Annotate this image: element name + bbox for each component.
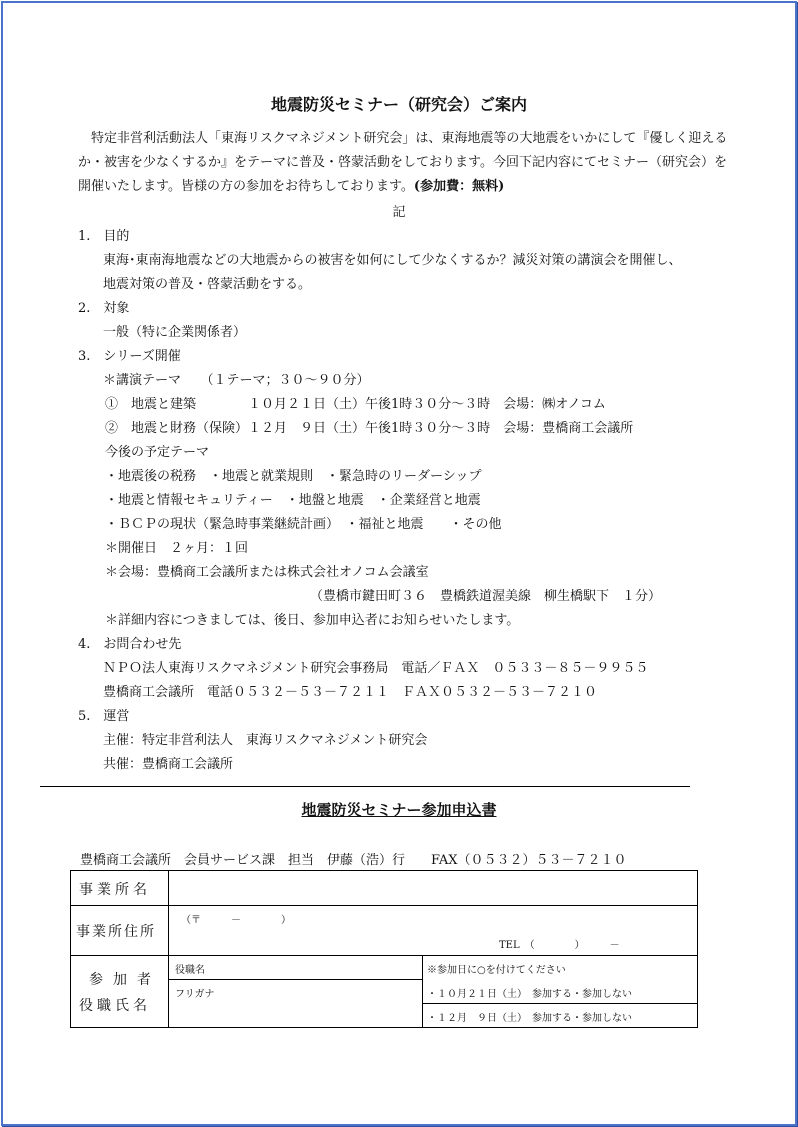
- attend-option-oct[interactable]: ・１０月２１日（土） 参加する・参加しない: [427, 989, 632, 1000]
- section-4-heading: 4. お問合わせ先: [78, 637, 182, 652]
- attend-instruction: ※参加日に○を付けてください: [427, 965, 566, 976]
- application-form-table: [70, 870, 698, 1028]
- lecture-theme: ＊講演テーマ （１テーマ；３０～９０分）: [103, 373, 370, 388]
- attend-option-dec[interactable]: ・１２月 ９日（土） 参加する・参加しない: [427, 1013, 632, 1024]
- postal-code-field[interactable]: （〒 － ）: [181, 915, 291, 926]
- intro-paragraph: [78, 127, 728, 199]
- details-note: ＊詳細内容につきましては、後日、参加申込者にお知らせいたします。: [105, 613, 520, 628]
- page-title: 地震防災セミナー（研究会）ご案内: [270, 95, 527, 114]
- office-name-label: 事業所名: [79, 882, 151, 898]
- position-name-label: 役職氏名: [79, 998, 151, 1014]
- future-themes-line-2: ・地震と情報セキュリティー ・地盤と地震 ・企業経営と地震: [105, 493, 481, 508]
- venue: ＊会場：豊橋商工会議所または株式会社オノコム会議室: [105, 565, 429, 580]
- organizer: 主催：特定非営利法人 東海リスクマネジメント研究会: [103, 733, 428, 748]
- section-2-line-1: 一般（特に企業関係者）: [103, 325, 247, 340]
- section-5-heading: 5. 運営: [78, 709, 130, 724]
- section-1-line-2: 地震対策の普及・啓蒙活動をする。: [103, 277, 312, 292]
- table-divider-vertical-right: [422, 955, 423, 1027]
- office-name-field[interactable]: [170, 872, 695, 904]
- table-divider-row-2: [71, 955, 697, 956]
- contact-chamber: 豊橋商工会議所 電話０５３２－５３－７２１１ ＦＡＸ０５３２－５３－７２１０: [103, 685, 598, 700]
- lecture-item-2: ② 地震と財務（保険）１２月 ９日（土）午後1時３０分～３時 会場：豊橋商工会議所: [105, 421, 634, 436]
- section-3-heading: 3. シリーズ開催: [78, 349, 181, 364]
- table-divider-row-1: [71, 905, 697, 906]
- table-divider-position: [168, 979, 422, 980]
- ki-marker: 記: [392, 205, 406, 220]
- table-divider-vertical: [168, 871, 169, 1027]
- future-themes-line-1: ・地震後の税務 ・地震と就業規則 ・緊急時のリーダーシップ: [105, 469, 482, 484]
- cut-line: [40, 786, 690, 787]
- office-address-label: 事業所住所: [76, 924, 156, 940]
- lecture-item-1: ① 地震と建築 １０月２１日（土）午後1時３０分～３時 会場：㈱オノコム: [105, 397, 606, 412]
- section-1-line-1: 東海･東南海地震などの大地震からの被害を如何にして少なくするか？減災対策の講演会を開催し、: [103, 253, 682, 268]
- position-field[interactable]: 役職名: [175, 965, 205, 976]
- section-2-heading: 2. 対象: [78, 301, 130, 316]
- form-title: 地震防災セミナー参加申込書: [301, 801, 497, 819]
- fee-note: (参加費：無料): [413, 179, 505, 194]
- form-address-line: 豊橋商工会議所 会員サービス課 担当 伊藤（浩）行 FAX（０５３２）５３－７２１０: [80, 853, 627, 868]
- venue-address: （豊橋市鍵田町３６ 豊橋鉄道渥美線 柳生橋駅下 １分）: [310, 589, 662, 604]
- intro-text: 特定非営利活動法人「東海リスクマネジメント研究会」は、東海地震等の大地震をいかにして『優しく迎えるか・被害を少なくするか』をテーマに普及・啓蒙活動をしております。今回下記内容にてセミナー（研究会）を開催いたします。皆様の方の参加をお待ちしております。: [78, 131, 728, 194]
- co-organizer: 共催：豊橋商工会議所: [103, 757, 234, 772]
- table-divider-attend: [422, 1003, 697, 1004]
- contact-npo: ＮＰＯ法人東海リスクマネジメント研究会事務局 電話／ＦＡＸ ０５３３－８５－９９５５: [103, 661, 649, 676]
- section-1-heading: 1. 目的: [78, 229, 130, 244]
- future-themes-line-3: ・ＢＣＰの現状（緊急時事業継続計画） ・福祉と地震 ・その他: [105, 517, 502, 532]
- furigana-field[interactable]: フリガナ: [175, 989, 215, 1000]
- participant-label: 参加者: [89, 972, 161, 988]
- schedule-frequency: ＊開催日 ２ヶ月：１回: [105, 541, 249, 556]
- tel-field[interactable]: TEL （ ） －: [499, 940, 620, 951]
- future-themes-heading: 今後の予定テーマ: [105, 445, 210, 460]
